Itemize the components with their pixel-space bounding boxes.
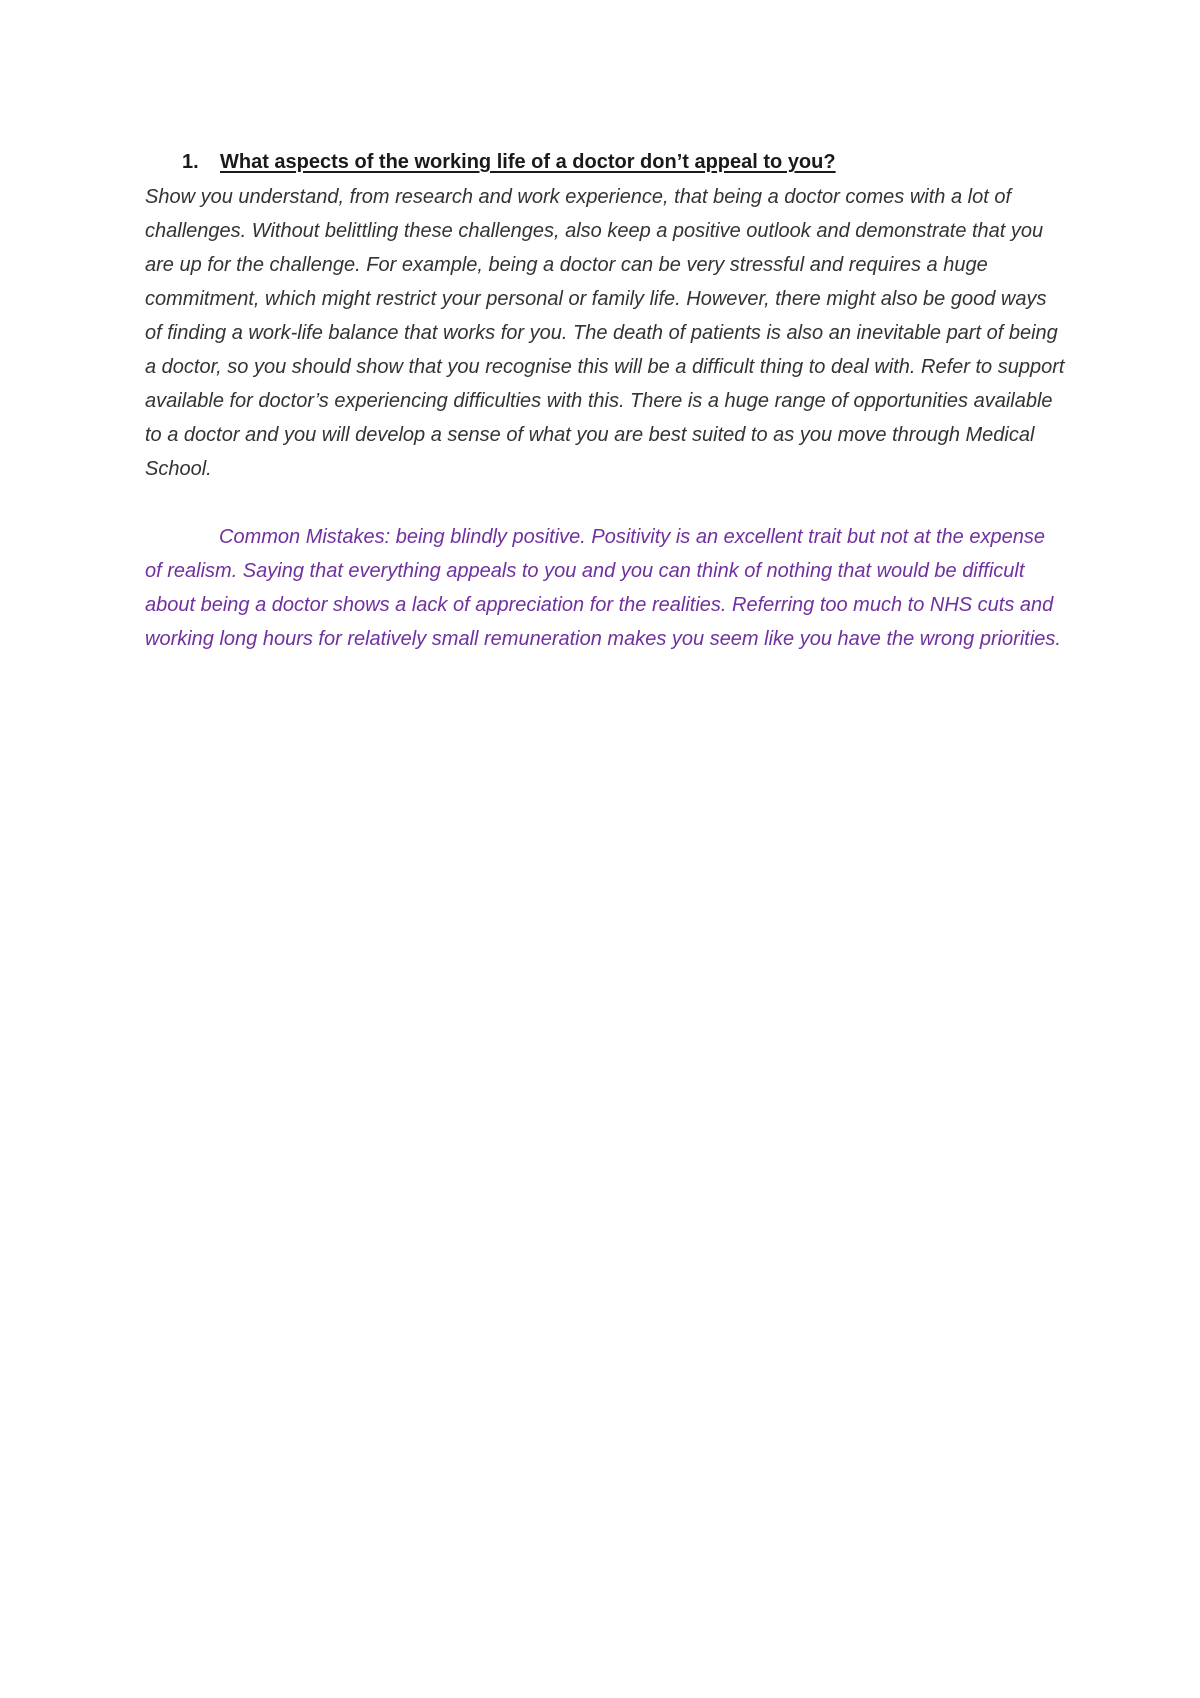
question-heading <box>182 148 836 176</box>
question-number: 1. <box>182 151 199 173</box>
guidance-paragraph: Show you understand, from research and work experience, that being a doctor comes with a lot of challenges. Without belittling these challenges, also keep a positive outlook and demonstrate that you are up for the challenge. For example, being a doctor can be very stressful and requires a huge commitment, which might restrict your personal or family life. However, there might also be good ways of finding a work-life balance that works for you. The death of patients is also an inevitable part of being a doctor, so you should show that you recognise this will be a difficult thing to deal with. Refer to support available for doctor’s experiencing difficulties with this. There is a huge range of opportunities available to a doctor and you will develop a sense of what you are best suited to as you move through Medical School. <box>145 186 1065 480</box>
question-text: What aspects of the working life of a doctor don’t appeal to you? <box>220 151 836 173</box>
common-mistakes-paragraph: Common Mistakes: being blindly positive. Positivity is an excellent trait but not at the expense of realism. Saying that everything appeals to you and you can think of nothing that would be difficult about being a doctor shows a lack of appreciation for the realities. Referring too much to NHS cuts and working long hours for relatively small remuneration makes you seem like you have the wrong priorities. <box>145 526 1061 650</box>
